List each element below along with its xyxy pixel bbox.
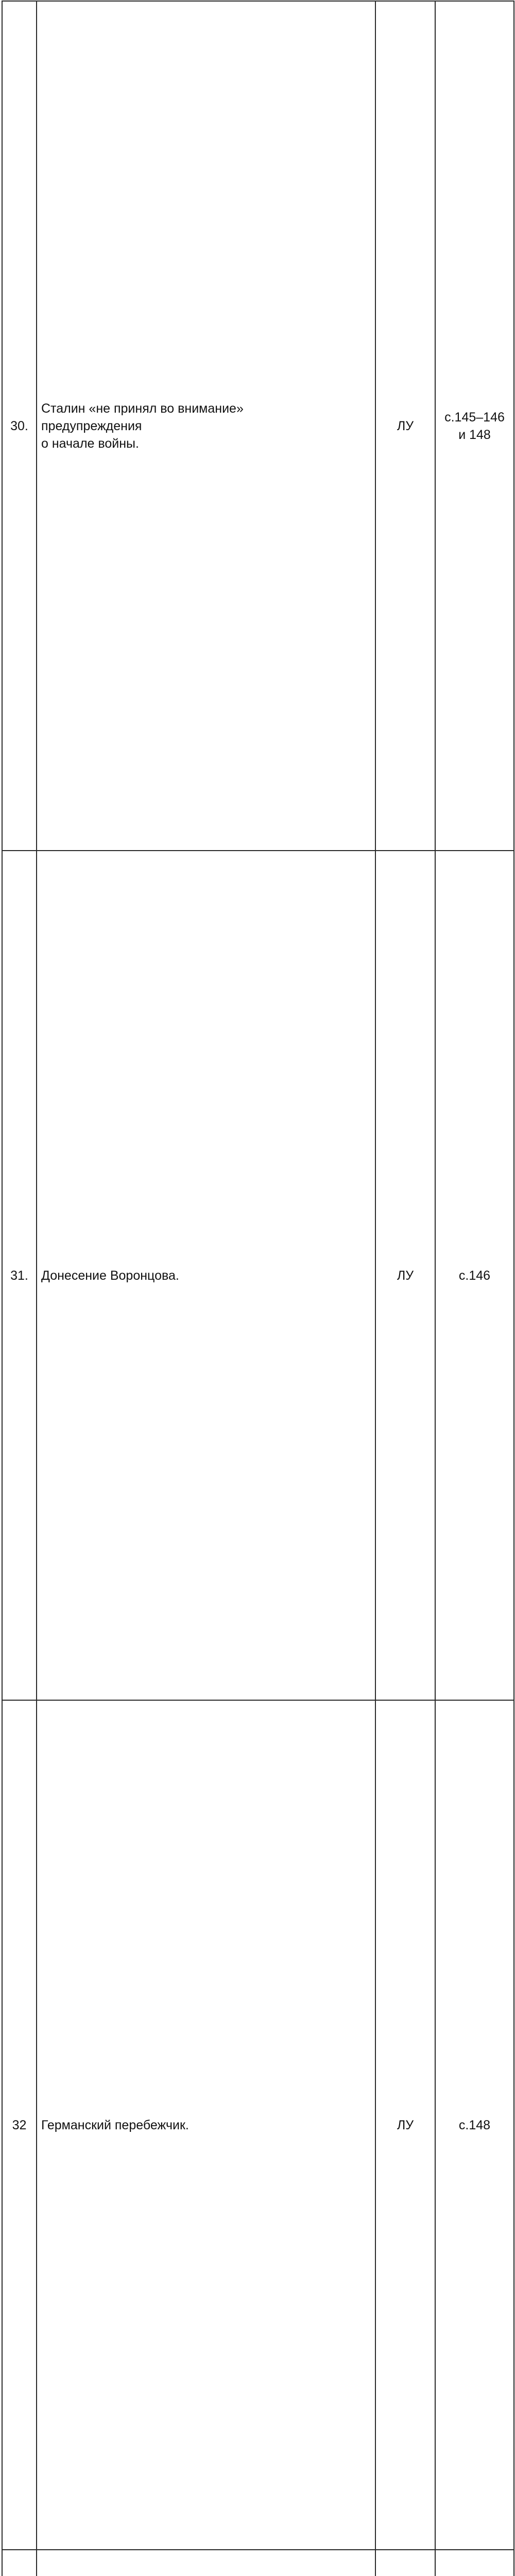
- row-title: [37, 1700, 375, 2550]
- table-row: [2, 851, 514, 1700]
- row-title-text: Донесение Воронцова.: [41, 1268, 179, 1283]
- row-type: [375, 851, 435, 1700]
- row-number: [2, 1700, 37, 2550]
- row-page: [435, 2550, 514, 2576]
- row-number: [2, 2550, 37, 2576]
- row-title: [37, 2550, 375, 2576]
- table-row: [2, 1700, 514, 2550]
- row-type-text: ЛУ: [397, 1268, 414, 1283]
- table-body: [2, 1, 514, 2576]
- row-title: [37, 851, 375, 1700]
- claims-table: [2, 1, 514, 2576]
- row-page: [435, 1, 514, 851]
- row-title-text: Сталин «не принял во внимание» предупреждения о начале войны.: [41, 401, 244, 451]
- table-row: [2, 1, 514, 851]
- row-page-text: с.148: [458, 2117, 491, 2132]
- row-type: [375, 1700, 435, 2550]
- row-type-text: ЛУ: [397, 2117, 414, 2132]
- row-page: [435, 851, 514, 1700]
- row-number: [2, 851, 37, 1700]
- row-type: [375, 1, 435, 851]
- row-title: [37, 1, 375, 851]
- row-number-text: 30.: [10, 418, 28, 433]
- row-title-text: Германский перебежчик.: [41, 2117, 189, 2132]
- row-page: [435, 1700, 514, 2550]
- row-number: [2, 1, 37, 851]
- row-page-text: с.146: [458, 1268, 491, 1283]
- table-row: [2, 2550, 514, 2576]
- row-number-text: 32: [12, 2117, 27, 2132]
- row-page-text: с.145–146 и 148: [444, 410, 505, 442]
- row-type: [375, 2550, 435, 2576]
- row-type-text: ЛУ: [397, 418, 414, 433]
- row-number-text: 31.: [10, 1268, 28, 1283]
